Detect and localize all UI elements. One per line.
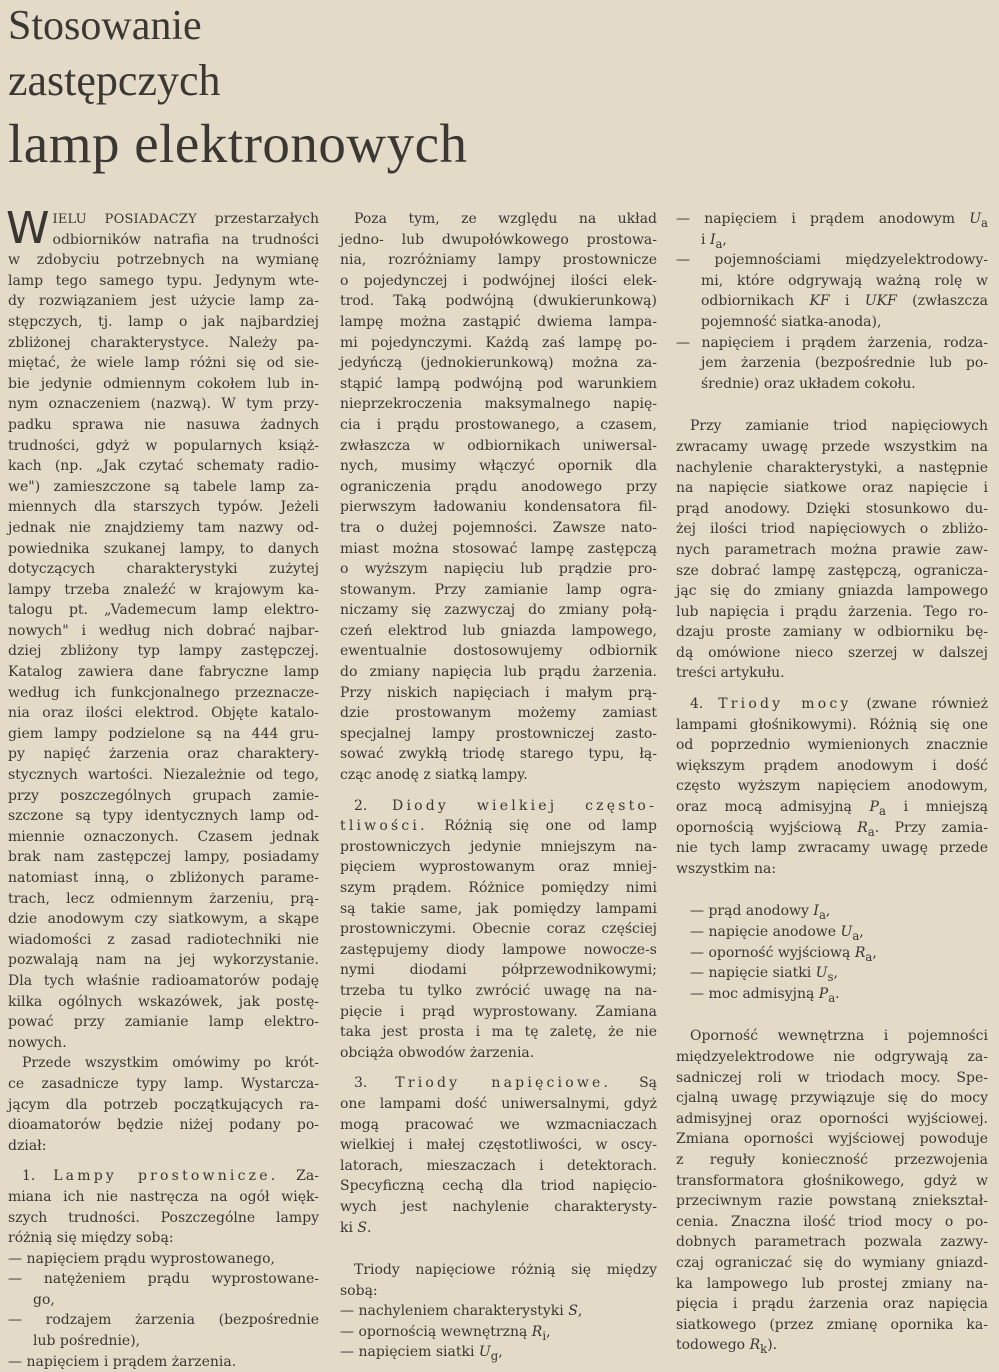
- text-fragment: Różnią się one od lamp: [427, 818, 657, 835]
- text-fragment: i mniejszą: [885, 799, 988, 816]
- list-item-cont: [676, 230, 988, 251]
- text-line: py napięć żarzenia oraz charaktery-: [8, 746, 319, 763]
- text-fragment: go,: [33, 1291, 55, 1308]
- text-line: Przede wszystkim omówimy po krót-: [22, 1055, 319, 1072]
- text-line: w zdobyciu potrzebnych na wymianę: [8, 252, 319, 269]
- section-4-text: [676, 715, 988, 797]
- text-fragment: oraz mocą admisyjną: [676, 799, 870, 816]
- symbol: I: [709, 231, 716, 248]
- text-line: zastępujemy diody lampowe nowocze-s: [340, 941, 657, 958]
- subscript: a: [818, 908, 826, 923]
- text-line: dzie prostowanym możemy zamiast: [340, 705, 657, 722]
- paragraph-types: [8, 1053, 319, 1156]
- subscript: a: [852, 928, 860, 943]
- text-fragment: .: [835, 985, 840, 1002]
- text-line: dzaju proste zamiany w odbiorniku bę-: [676, 624, 988, 641]
- text-line: lampy trzeba znaleźć w krajowym ka-: [8, 581, 319, 598]
- text-fragment: natężeniem prądu wyprostowane-: [43, 1271, 320, 1288]
- text-fragment: przestarzałych: [196, 211, 319, 227]
- text-line: prąd anodowy. Dzięki stosunkowo du-: [676, 500, 988, 517]
- text-fragment: napięciem i prądem anodowym: [704, 211, 970, 227]
- text-line: dzie anodowym czy siatkowym, a skąpe: [8, 911, 319, 928]
- list-item: — napięciem i prądem anodowym $U_a$: [676, 211, 988, 230]
- text-line: dotyczących charakterystyki zużytej: [8, 561, 319, 578]
- section-2-heading-line: [340, 796, 657, 817]
- text-fragment: todowego: [676, 1337, 750, 1354]
- text-line: mi pojedynczymi. Każdą zaś lampę po-: [340, 334, 657, 351]
- text-fragment: (zwane również: [851, 696, 988, 713]
- text-line: nowych" i według nich dobrać najbar-: [8, 622, 319, 639]
- text-line: sobą:: [340, 1282, 378, 1299]
- text-fragment: [340, 1063, 657, 1073]
- text-line: nymi diodami półprzewodnikowymi;: [340, 962, 657, 979]
- text-line: dział:: [8, 1137, 47, 1154]
- text-fragment: ,: [722, 231, 727, 248]
- subscript: s: [827, 969, 834, 984]
- list-rectifier-differences: [8, 1249, 319, 1372]
- text-line: giem lampy podzielone są na 444 gru-: [8, 725, 319, 742]
- text-line: [676, 1335, 988, 1356]
- text-line: wielkiej i małej częstotliwości, w oscy-: [340, 1137, 657, 1154]
- text-fragment: nachyleniem charakterystyki: [358, 1303, 569, 1320]
- title-line-3: lamp elektronowych: [8, 113, 468, 174]
- text-fragment: wszystkim na:: [676, 860, 777, 877]
- text-fragment: ki: [340, 1219, 358, 1236]
- subscript: g: [490, 1349, 499, 1364]
- dash-bullet: —: [8, 1250, 22, 1267]
- text-line: szych trudności. Poszczególne lampy: [8, 1209, 319, 1226]
- text-fragment: napięciem siatki: [358, 1344, 479, 1361]
- section-2-heading: Diody wielkiej często-: [392, 797, 657, 814]
- text-fragment: napięciem i prądem żarzenia.: [26, 1353, 237, 1370]
- subscript: a: [981, 215, 988, 230]
- text-line: pować przy zamianie lamp elektro-: [8, 1014, 319, 1031]
- text-line: pięciem wyprostowanym oraz mniej-: [340, 859, 657, 876]
- text-fragment: oporność wyjściową: [708, 944, 855, 961]
- text-fragment: pojemnościami międzyelektrodowy-: [714, 252, 988, 269]
- text-fragment: mi, które odgrywają ważną rolę w: [701, 272, 988, 289]
- subscript: i: [542, 1328, 547, 1343]
- text-line: jącym dla potrzeb początkujących ra-: [8, 1096, 319, 1113]
- text-line: nowych.: [8, 1034, 67, 1051]
- text-fragment: odbiornikach: [701, 293, 810, 310]
- subscript: a: [865, 949, 873, 964]
- subscript: a: [828, 990, 836, 1005]
- text-line: prostowniczymi. Obecnie coraz częściej: [340, 921, 657, 938]
- text-fragment: napięciem i prądem żarzenia, rodza-: [701, 334, 989, 351]
- text-fragment: (zwłaszcza: [896, 293, 988, 310]
- text-line: zwracamy uwagę przede wszystkim na: [676, 438, 988, 455]
- subscript: a: [867, 824, 875, 839]
- list-item: [8, 1310, 319, 1331]
- list-power-triode-params: [676, 901, 988, 1004]
- text-line: międzyelektrodowe nie odgrywają za-: [676, 1048, 988, 1065]
- text-fragment: napięciem prądu wyprostowanego,: [26, 1250, 275, 1267]
- text-fragment: [676, 684, 988, 694]
- text-line: transformatora głośnikowego, gdyż w: [676, 1172, 988, 1189]
- dash-bullet: —: [8, 1353, 22, 1370]
- text-line: dą omówione nieco szerzej w dalszej: [676, 644, 988, 661]
- text-fragment: jem żarzenia (bezpośrednie lub po-: [701, 355, 988, 372]
- text-line: [676, 797, 988, 818]
- text-line: przeciwnym razie powstaną zniekształ-: [676, 1193, 988, 1210]
- article-column-1: [6, 203, 320, 1372]
- text-fragment: ,: [546, 1323, 551, 1340]
- text-line: zwłaszcza w odbiornikach uniwersal-: [340, 437, 657, 454]
- text-fragment: Za-: [278, 1168, 319, 1185]
- text-line: pięcie i prąd wyprostowany. Zamiana: [340, 1003, 657, 1020]
- list-item-cont: [8, 1290, 319, 1311]
- text-line: Oporność wewnętrzna i pojemności: [690, 1028, 988, 1045]
- section-1-text: [8, 1187, 319, 1249]
- text-fragment: nie tych lamp zwracamy uwagę przede: [676, 840, 988, 857]
- text-line: [340, 816, 657, 837]
- text-line: padku sprawa nie nasuwa żadnych: [8, 416, 319, 433]
- section-4-heading-line: [676, 694, 988, 715]
- text-fragment: lub pośrednie),: [33, 1333, 141, 1350]
- text-line: ewentualnie dostosowujemy odbiornik: [340, 643, 657, 660]
- text-line: nym oznaczeniem (nazwą). W tym przy-: [8, 396, 319, 413]
- list-item-cont: [676, 271, 988, 292]
- text-line: nachylenie charakterystyki, a następnie: [676, 459, 988, 476]
- text-fragment: [340, 786, 657, 796]
- list-item: — pojemnościami międzyelektrodowy-: [676, 252, 988, 269]
- text-line: cząc anodę z siatką lampy.: [340, 767, 528, 784]
- text-line: lub napięcia i prądu żarzenia. Tego ro-: [676, 603, 988, 620]
- text-line: jedyńczą (jednokierunkową) można za-: [340, 355, 657, 372]
- text-line: cjalną uwagę przywiązuje się do mocy: [676, 1090, 988, 1107]
- text-fragment: napięcie siatki: [708, 965, 816, 982]
- text-line: Przy niskich napięciach i małym prą-: [340, 684, 657, 701]
- text-line: [676, 838, 988, 859]
- text-fragment: ,: [498, 1344, 503, 1361]
- text-line: ograniczenia prądu anodowego przy: [340, 478, 657, 495]
- text-fragment: moc admisyjną: [708, 985, 819, 1002]
- lead-caps: IELU POSIADACZY: [52, 212, 197, 227]
- text-line: stowanym. Przy zamianie lamp ogra-: [340, 581, 657, 598]
- text-line: latorach, mieszaczach i detektorach.: [340, 1157, 657, 1174]
- text-line: przy poszczególnych grupach zamie-: [8, 787, 319, 804]
- text-line: miętać, że wiele lamp różni się od sie-: [8, 355, 319, 372]
- text-line: taka jest prosta i ma tę zaletę, że nie: [340, 1024, 657, 1041]
- text-line: miennych dla starszych typów. Jeżeli: [8, 499, 319, 516]
- text-line: niczamy się zazwyczaj do zmiany połą-: [340, 602, 657, 619]
- list-item: — napięcie siatki $U_s$,: [690, 965, 838, 984]
- text-fragment: i: [829, 293, 865, 310]
- text-line: lampami głośnikowymi). Różnią się one: [676, 716, 988, 733]
- text-line: lampę można zastąpić dwiema lampa-: [340, 313, 657, 330]
- list-item: — oporność wyjściową $R_a$,: [690, 944, 877, 964]
- text-fragment: [340, 1238, 657, 1260]
- text-line: tra o dużej pojemności. Zawsze nato-: [340, 519, 657, 536]
- text-line: bie jedynie odmiennym cokołem lub in-: [8, 375, 319, 392]
- paragraph-intro: [8, 230, 319, 1054]
- text-line: miana ich nie nastręcza na ogół więk-: [8, 1188, 319, 1205]
- section-3-text: [340, 1094, 657, 1218]
- paragraph-triode-differences: [340, 1260, 657, 1301]
- text-line: sze dobrać lampę zastępczą, ogranicza-: [676, 562, 988, 579]
- text-line: admisyjnej oraz oporności wyjściowej.: [676, 1110, 988, 1127]
- list-item: [8, 1269, 319, 1290]
- text-fragment: [676, 1004, 988, 1026]
- text-line: czaj ograniczać się do wymiany gniazd-: [676, 1254, 988, 1271]
- list-item-cont: [676, 312, 988, 333]
- text-line: nia oraz ilości elektrod. Objęte katalo-: [8, 705, 319, 722]
- text-line: miast można stosować lampę zastępczą: [340, 540, 657, 557]
- text-line: Poza tym, ze względu na układ: [354, 211, 657, 227]
- text-line: pozwalają nam na jej wykorzystanie.: [8, 952, 319, 969]
- text-line: szym prądem. Różnice pomiędzy nimi: [340, 880, 657, 896]
- text-line: ka lampowego lub prostej zmiany na-: [676, 1275, 988, 1292]
- text-line: wych jest nachylenie charakterysty-: [340, 1198, 657, 1215]
- article-column-3: [676, 209, 988, 1356]
- section-1-heading: Lampy prostownicze.: [53, 1168, 279, 1185]
- text-line: sadniczej roli w triodach mocy. Spe-: [676, 1069, 988, 1086]
- section-3-heading-line: [340, 1073, 657, 1094]
- symbol: S: [357, 1219, 368, 1236]
- text-line: większym prądem anodowym i dość: [676, 757, 988, 774]
- text-fragment: napięcie anodowe: [708, 924, 841, 940]
- symbol: P: [818, 985, 829, 1002]
- text-line: ce zasadnicze typy lamp. Wystarcza-: [8, 1075, 319, 1092]
- dash-bullet: —: [8, 1312, 22, 1329]
- text-line: obciąża obwodów żarzenia.: [340, 1044, 535, 1061]
- symbol: KF: [809, 293, 830, 310]
- text-line: Triody napięciowe różnią się między: [354, 1262, 657, 1279]
- text-line: stępczych, tj. lamp o jak najbardziej: [8, 313, 319, 330]
- text-line: [676, 818, 988, 839]
- paragraph-voltage-triodes: [676, 416, 988, 684]
- text-line: Zmiana oporności wyjściowej powoduje: [676, 1131, 988, 1148]
- text-fragment: 2.: [354, 797, 368, 814]
- text-line: szczone są typy identycznych lamp od-: [8, 808, 319, 825]
- list-item: [8, 1352, 319, 1372]
- text-fragment: [676, 394, 988, 416]
- section-1-heading-line: [8, 1166, 319, 1187]
- text-fragment: ,: [577, 1303, 583, 1320]
- text-line: zbliżonej charakterystyce. Należy pa-: [8, 334, 319, 351]
- list-item-cont: [676, 374, 988, 395]
- text-line: nieprzekroczenia maksymalnego napię-: [340, 396, 657, 413]
- list-item: — napięciem siatki $U_g$,: [340, 1344, 503, 1364]
- text-line: z reguły konieczność przezwojenia: [676, 1151, 988, 1168]
- text-line: powiednika szukanej lampy, to danych: [8, 540, 319, 557]
- text-line: są takie same, jak pomiędzy lampami: [340, 900, 657, 917]
- text-fragment: opornością wyjściową: [676, 819, 858, 836]
- text-line: od poprzednio wymienionych znacznie: [676, 737, 988, 754]
- text-line: [676, 859, 988, 880]
- text-fragment: pojemność siatka-anoda),: [701, 313, 882, 330]
- text-line: często wyższym napięciem anodowym,: [676, 778, 988, 795]
- symbol: UKF: [864, 293, 897, 310]
- text-line: sować zwykłą triodę starego typu, łą-: [340, 746, 657, 763]
- text-line: pierwszym ładowaniu kondensatora fil-: [340, 499, 657, 516]
- text-fragment: . Przy zamia-: [874, 819, 988, 836]
- symbol: U: [969, 211, 982, 227]
- text-line: Specyficzną cechą dla triod napięcio-: [340, 1178, 657, 1195]
- text-line: we") zamieszczone są tabele lamp za-: [8, 478, 319, 495]
- text-line: kach (np. „Jak czytać schematy radio-: [8, 458, 319, 475]
- text-line: Katalog zawiera dane fabryczne lamp: [8, 664, 319, 681]
- text-line: jąc się do zmiany gniazda lampowego: [676, 583, 988, 600]
- text-line: nia, rozróżniamy lampy prostownicze: [340, 252, 657, 269]
- text-line: [340, 1218, 657, 1239]
- subscript: a: [715, 236, 723, 251]
- symbol: U: [478, 1344, 491, 1361]
- text-fragment: średnie) oraz układem cokołu.: [701, 375, 916, 392]
- text-fragment: tliwości.: [340, 818, 428, 835]
- text-line: prostowniczych jedynie mniejszym na-: [340, 838, 657, 855]
- text-line: jednak nie znajdziemy tam nazwy od-: [8, 519, 319, 536]
- text-line: o pojedynczej i podwójnej ilości elek-: [340, 272, 657, 289]
- symbol: R: [854, 944, 866, 961]
- text-fragment: ,: [859, 924, 864, 940]
- text-fragment: rodzajem żarzenia (bezpośrednie: [45, 1312, 320, 1329]
- text-line: pięcia i prądu żarzenia oraz napięcia: [676, 1296, 988, 1313]
- symbol: I: [813, 903, 819, 920]
- text-fragment: Są: [611, 1075, 658, 1092]
- text-fragment: i: [701, 231, 710, 248]
- symbol: U: [815, 965, 828, 982]
- article-column-2: [340, 209, 657, 1363]
- text-line: mogą pracować we wzmacniaczach: [340, 1116, 657, 1133]
- text-line: cenia. Znaczna ilość triod mocy o po-: [676, 1213, 988, 1230]
- text-line: wiadomości z zasad radiotechniki nie: [8, 931, 319, 948]
- text-line: odbiorników natrafia na trudności: [52, 231, 319, 248]
- text-fragment: 4.: [690, 696, 704, 713]
- text-line: o wyższym napięciu lub prądzie pro-: [340, 561, 657, 578]
- text-line: kilka ogólnych wskazówek, jak postę-: [8, 993, 319, 1010]
- subscript: k: [760, 1342, 768, 1357]
- list-triode-differences-continued: [676, 209, 988, 394]
- text-line: nych parametrach można prawie zaw-: [676, 541, 988, 558]
- symbol: S: [568, 1303, 578, 1320]
- text-line: jedno- lub dwupołówkowego prostowa-: [340, 231, 657, 248]
- text-fragment: [8, 1156, 319, 1166]
- text-line: trudności, gdyż w popularnych książ-: [8, 437, 319, 454]
- text-line: Przy zamianie triod napięciowych: [690, 418, 988, 435]
- list-item: [8, 1249, 319, 1270]
- symbol: P: [869, 799, 879, 816]
- text-line: specjalnej lampy prostowniczej zasto-: [340, 725, 657, 742]
- list-item: — napięcie anodowe $U_a$,: [690, 924, 864, 943]
- paragraph-power-triodes: [676, 1026, 988, 1335]
- list-item: — napięciem i prądem żarzenia, rodza-: [676, 334, 989, 351]
- text-line: dobnych parametrach pozwala zazwy-: [676, 1234, 988, 1251]
- text-line: cia i prądu prostowanego, a czasem,: [340, 416, 657, 433]
- list-item: — prąd anodowy $I_a$,: [690, 903, 831, 923]
- text-line: dy rozwiązaniem jest użycie lamp za-: [8, 293, 319, 310]
- text-fragment: ,: [833, 965, 838, 982]
- text-line: treści artykułu.: [676, 665, 785, 682]
- text-fragment: opornością wewnętrzną: [358, 1323, 532, 1340]
- text-line: żej ilości triod napięciowych o zbliżo-: [676, 521, 988, 538]
- text-line: trod. Taką podwójną (dwukierunkową): [340, 293, 657, 310]
- text-line: brak nam zastępczej lampy, posiadamy: [8, 849, 319, 866]
- text-line: trach, lecz odmiennym żarzeniu, prą-: [8, 890, 319, 907]
- symbol: R: [531, 1323, 543, 1340]
- text-line: na napięcie siatkowe oraz napięcie i: [676, 480, 988, 497]
- list-item: — moc admisyjną $P_a$.: [690, 985, 840, 1005]
- dash-bullet: —: [8, 1271, 22, 1288]
- text-line: miennie oznaczonych. Czasem jednak: [8, 828, 319, 845]
- list-triode-differences: [340, 1301, 657, 1363]
- text-fragment: ,: [872, 944, 877, 961]
- text-fragment: prąd anodowy: [708, 903, 814, 920]
- text-line: siatkowego (przez zmianę opornika ka-: [676, 1316, 988, 1333]
- section-2-text: [340, 837, 657, 1064]
- text-line: czeń elektrod lub gniazda lampowego,: [340, 622, 657, 639]
- text-line: trzeba tu tylko zwrócić uwagę na na-: [340, 982, 657, 999]
- text-fragment: [676, 879, 988, 901]
- list-item: — opornością wewnętrzną $R_i$,: [340, 1323, 551, 1343]
- subscript: a: [878, 803, 886, 818]
- section-3-heading: Triody napięciowe.: [395, 1075, 612, 1092]
- symbol: R: [749, 1337, 761, 1354]
- text-line: natomiast inną, o zbliżonych parame-: [8, 870, 319, 886]
- drop-cap: W: [6, 203, 50, 254]
- symbol: U: [840, 924, 853, 940]
- list-item-cont: [676, 353, 988, 374]
- symbol: R: [857, 819, 868, 836]
- text-fragment: ).: [767, 1337, 778, 1354]
- text-line: one lampami dość uniwersalnymi, gdyż: [340, 1095, 657, 1112]
- text-line: do zmiany napięcia lub prądu żarzenia.: [340, 664, 657, 681]
- title-line-1: Stosowanie: [8, 3, 202, 49]
- list-item-cont: [8, 1331, 319, 1352]
- text-line: dioamatorów będzie niżej podany po-: [8, 1117, 319, 1134]
- text-line: stycznych wartości. Niezależnie od tego,: [8, 767, 319, 784]
- text-line: stąpić lampą podwójną pod warunkiem: [340, 375, 657, 392]
- text-line: różnią się między sobą:: [8, 1230, 174, 1247]
- list-item: — nachyleniem charakterystyki S,: [340, 1303, 583, 1320]
- text-line: [8, 209, 319, 230]
- text-line: nych, musimy włączyć opornik dla: [340, 458, 657, 475]
- text-line: Dla tych właśnie radioamatorów podaję: [8, 972, 319, 989]
- text-fragment: ,: [825, 903, 831, 920]
- text-fragment: .: [367, 1219, 372, 1236]
- text-fragment: 3.: [354, 1075, 368, 1092]
- text-fragment: 1.: [22, 1168, 36, 1185]
- title-line-2: zastępczych: [8, 56, 221, 105]
- list-item-cont: [676, 291, 988, 312]
- text-line: dziej zbliżony typ lampy zastępczej.: [8, 643, 319, 660]
- text-line: talogu pt. „Vademecum lamp elektro-: [8, 602, 319, 619]
- section-4-heading: Triody mocy: [718, 696, 852, 713]
- text-line: według ich funkcjonalnego przeznacze-: [8, 684, 319, 701]
- text-line: lamp tego samego typu. Jedynym wte-: [8, 272, 319, 289]
- paragraph-rectifiers: [340, 209, 657, 786]
